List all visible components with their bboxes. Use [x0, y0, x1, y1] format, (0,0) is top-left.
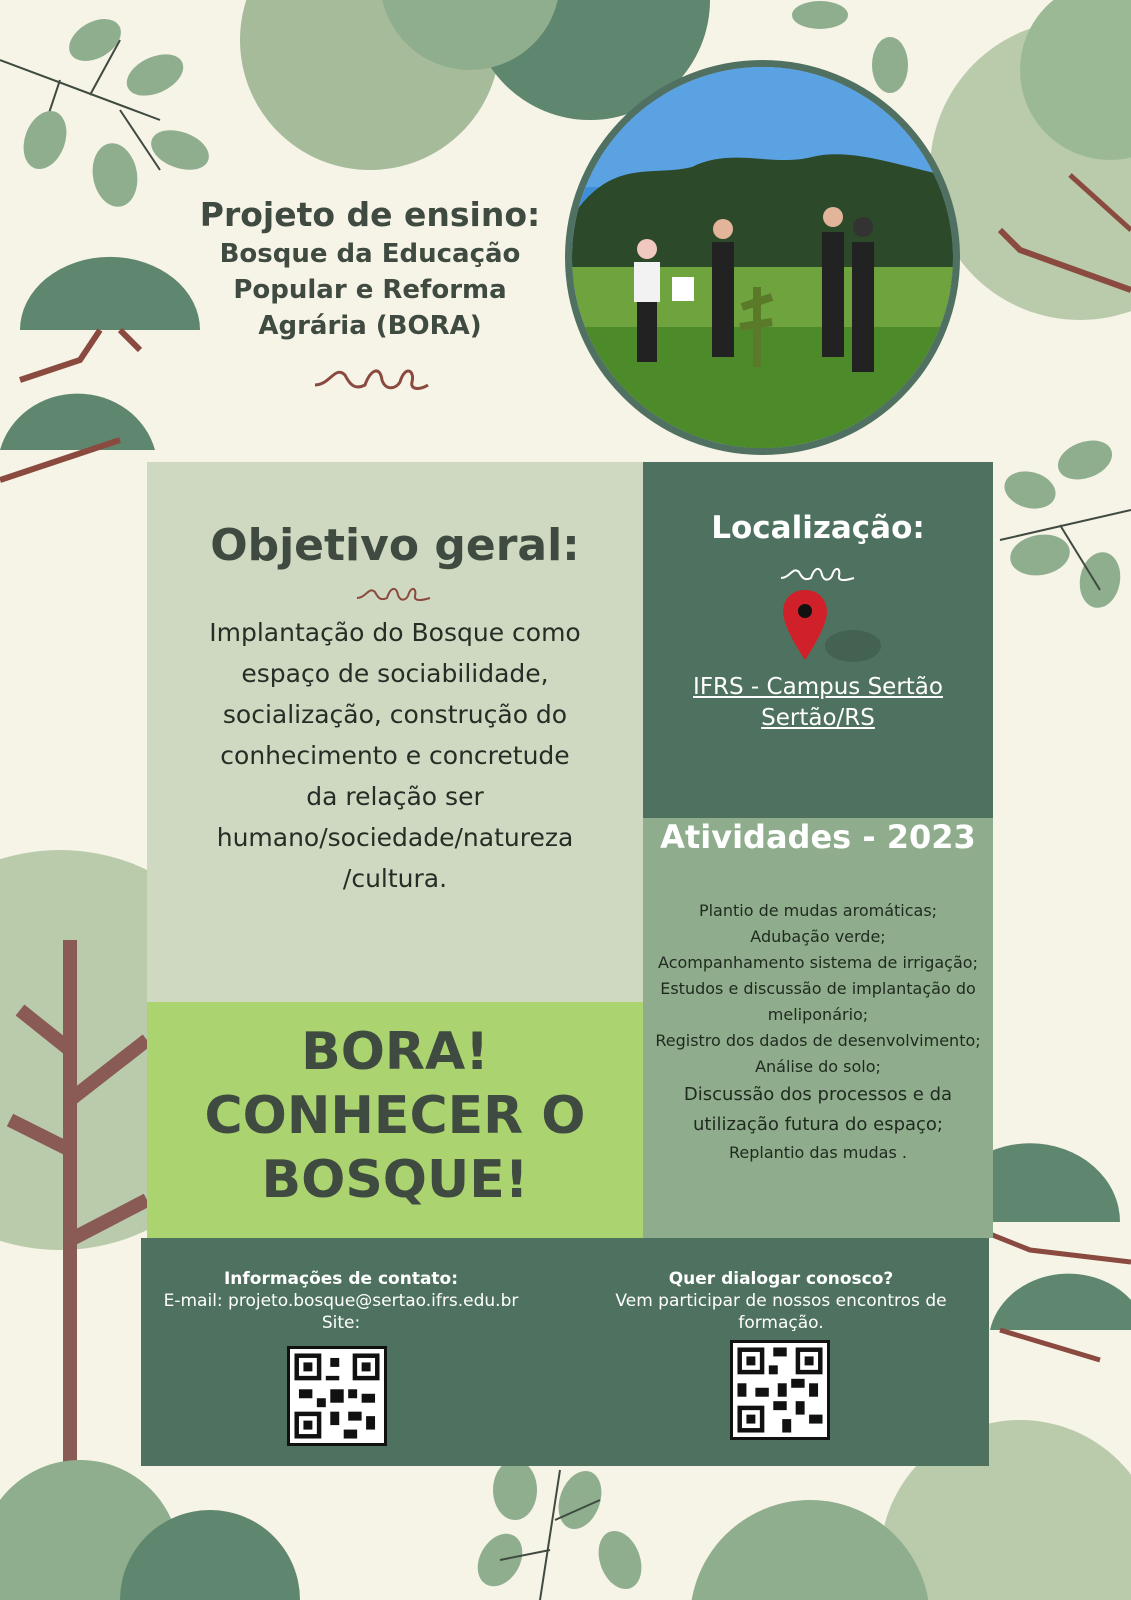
page-subtitle-line: Popular e Reforma	[233, 275, 507, 305]
objective-title: Objetivo geral:	[210, 520, 580, 571]
location-panel	[643, 462, 993, 818]
activity-item: utilização futura do espaço;	[692, 1114, 943, 1135]
objective-line: socialização, construção do	[222, 700, 568, 729]
squiggle-divider	[310, 360, 430, 400]
objective-line: espaço de sociabilidade,	[241, 659, 549, 688]
activity-item: Registro dos dados de desenvolvimento;	[655, 1031, 981, 1050]
qr-code-icon[interactable]	[730, 1340, 830, 1440]
squiggle-divider	[354, 582, 434, 606]
activity-item: Plantio de mudas aromáticas;	[698, 901, 938, 920]
page-title: Projeto de ensino:	[199, 195, 541, 234]
activity-item: Acompanhamento sistema de irrigação;	[658, 953, 978, 972]
objective-line: /cultura.	[342, 864, 448, 893]
dialogue-line: Vem participar de nossos encontros de	[615, 1291, 947, 1311]
dialogue-info	[581, 1268, 981, 1334]
activity-item: Replantio das mudas .	[729, 1143, 907, 1162]
objective-line: conhecimento e concretude	[220, 741, 570, 770]
objective-panel	[147, 462, 643, 1002]
activity-item: Adubação verde;	[750, 927, 886, 946]
location-link-line[interactable]: Sertão/RS	[761, 705, 875, 731]
objective-line: da relação ser	[306, 782, 484, 811]
bora-panel	[147, 1002, 643, 1238]
contact-info	[141, 1268, 541, 1334]
page-subtitle-line: Bosque da Educação	[219, 239, 521, 269]
contact-panel	[141, 1238, 989, 1466]
activities-title: Atividades - 2023	[660, 818, 976, 856]
contact-email[interactable]: E-mail: projeto.bosque@sertao.ifrs.edu.br	[163, 1291, 519, 1311]
bora-line: BORA!	[301, 1022, 489, 1082]
bora-line: CONHECER O	[204, 1086, 586, 1146]
location-link[interactable]	[643, 672, 993, 734]
location-title: Localização:	[711, 510, 925, 546]
activities-list	[643, 898, 993, 1166]
dialogue-heading: Quer dialogar conosco?	[668, 1269, 894, 1289]
contact-site: Site:	[321, 1313, 361, 1333]
title-block	[190, 195, 550, 400]
squiggle-divider	[778, 562, 858, 586]
objective-line: Implantação do Bosque como	[209, 618, 581, 647]
activity-item: Estudos e discussão de implantação do	[660, 979, 976, 998]
contact-heading: Informações de contato:	[223, 1269, 459, 1289]
dialogue-line: formação.	[738, 1313, 824, 1333]
project-photo	[565, 60, 960, 455]
qr-code-icon[interactable]	[287, 1346, 387, 1446]
activity-item: Análise do solo;	[755, 1057, 881, 1076]
bora-callout	[147, 1020, 643, 1212]
activity-item: meliponário;	[767, 1005, 869, 1024]
objective-text	[177, 612, 613, 899]
objective-line: humano/sociedade/natureza	[216, 823, 574, 852]
bora-line: BOSQUE!	[261, 1150, 529, 1210]
map-pin-icon	[783, 590, 893, 670]
activities-panel	[643, 818, 993, 1238]
page-subtitle-line: Agrária (BORA)	[258, 311, 482, 341]
activity-item: Discussão dos processos e da	[683, 1084, 953, 1105]
photo-icon	[572, 67, 953, 448]
location-link-line[interactable]: IFRS - Campus Sertão	[693, 674, 943, 700]
